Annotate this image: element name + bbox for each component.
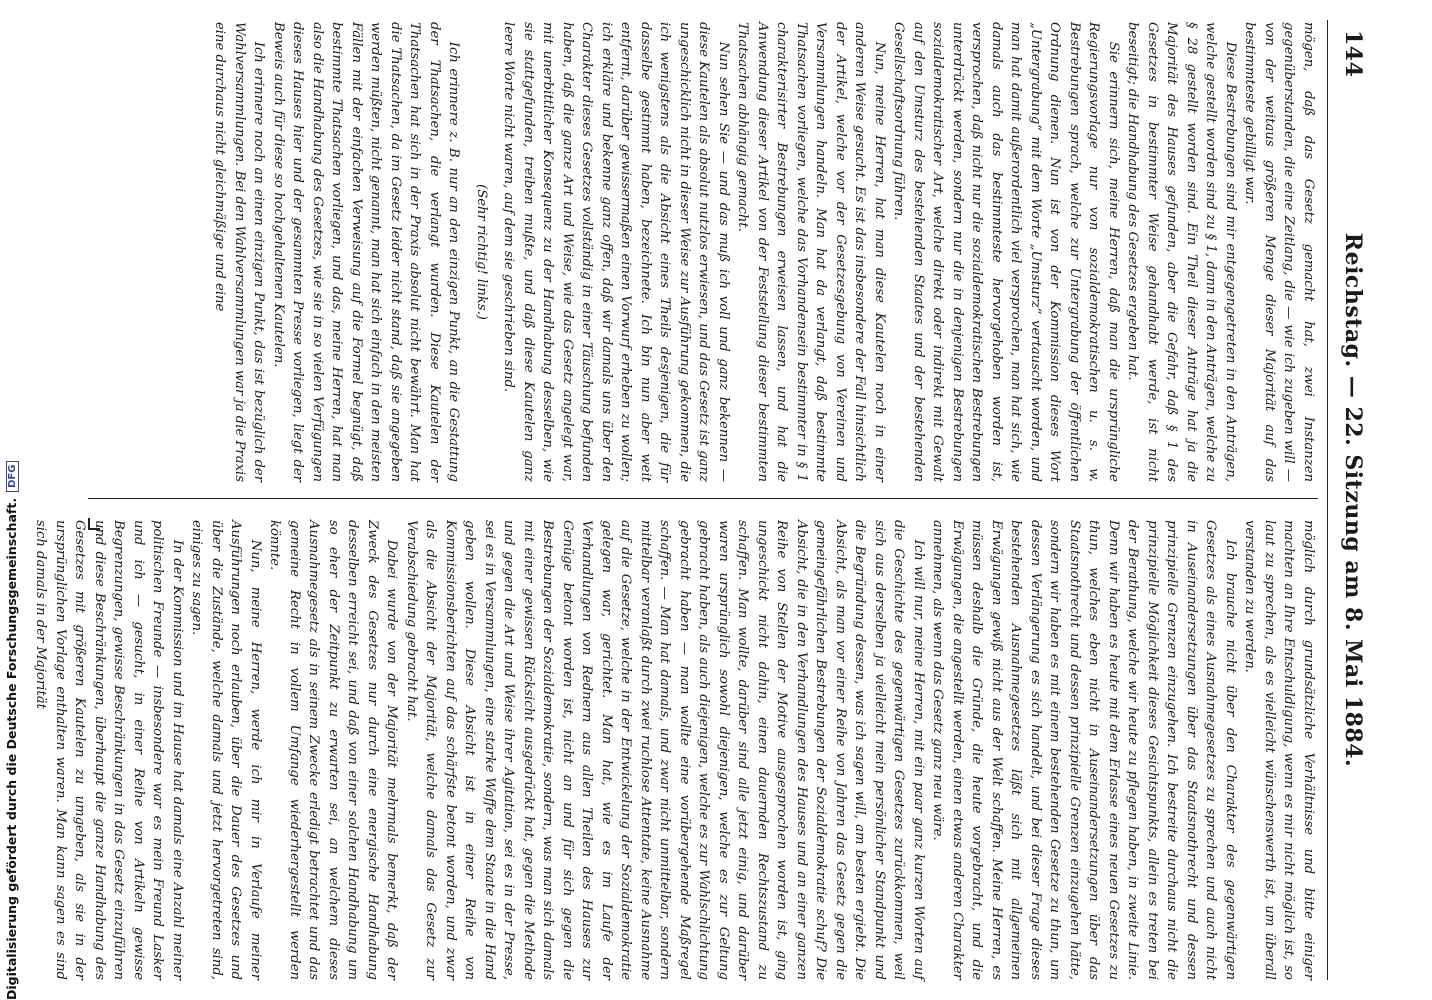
column-rule (88, 498, 1318, 499)
page-header (1332, 30, 1372, 970)
page-number: 144 (1340, 30, 1366, 78)
paragraph: In der Kommission und im Hause hat damals eine Anzahl meiner politischen Freunde — insbesondere war es mein Freund Lasker und ich — gesucht, in einer Reihe von Artikeln gewisse Begrenzungen, gewisse Beschränkungen in das Gesetz einzuführen und diese Beschränkungen, überhaupt die ganze Handhabung des Gesetzes mit größeren Kautelen zu umgeben, als sie in der ursprünglichen Vorlage enthalten waren. Man kann sagen es sind sich damals in der Majorität (33, 520, 185, 980)
paragraph: Nun sehen Sie — und das muß ich voll und ganz bekennen — diese Kautelen als absolut nutzlos erwiesen, und das Gesetz ist ganz ungeschicklich nicht in dieser Weise zur Ausführung gekommen, die ich wenigstens als die Absicht eines Theils desjenigen, die für dasselbe gestimmt haben, bezeichnete. Ich bin nun aber weit entfernt, darüber gewissermaßen einen Vorwurf erheben zu wollen; ich erkläre und bekenne ganz offen, daß wir damals uns über den Charakter dieses Gesetzes vollständig in einer Täuschung befunden haben, daß die ganze Art und Weise, wie das Gesetz angelegt war, mit unerbittlicher Konsequenz zu der Handhabung desselben, wie sie stattgefunden, treiben mußte, und daß diese Kautelen ganz leere Worte nicht waren, auf dem sie geschrieben sind. (501, 22, 731, 482)
paragraph: möglich durch grundsätzliche Verhältnisse und bitte einiger machten an Ihre Entschuldigung, wenn es mir nicht möglich ist, so laut zu sprechen, als es vielleicht wünschenswerth ist, um überall verstanden zu werden. (1242, 520, 1316, 980)
left-column (88, 22, 1318, 482)
interjection: (Sehr richtig! links.) (474, 184, 489, 320)
paragraph: Diese Bestrebungen sind mir entgegengetreten in den Anträgen, welche gestellt worden sind zu § 1, dann in den Anträgen, welche zu § 28 gestellt worden sind. Ein Theil dieser Anträge hat ja die Majorität des Hauses gefunden, aber die Gefahr, daß § 1 des Gesetzes in bestimmter Weise gehandhabt werde, ist nicht beseitigt; die Handhabung des Gesetzes ergeben hat. (1125, 22, 1238, 482)
paragraph: Ich erinnere z. B. nur an den einzigen Punkt, an die Gestattung der Thatsachen, die verlangt wurden. Diese Kautelen der Thatsachen hat sich in der Praxis absolut nicht bewährt. Man hat die Thatsachen, da im Gesetz leider nicht stand, daß sie angegeben werden müßten, nicht genannt, man hat sich einfach in den meisten Fällen mit der einfachen Verweisung auf die Formel begnügt, daß bestimmte Thatsachen vorliegen, und das, meine Herren, hat man also die Handhabung des Gesetzes, wie sie in so vielen Verfügungen dieses Hauses hier und der gesammten Presse vorliegen, liegt der Beweis auch für diese so hochgehaltenen Kautelen. (271, 22, 462, 482)
paragraph: Nun, meine Herren, werde ich mir in Verlaufe meiner Ausführungen noch erlauben, über die Dauer des Gesetzes und über die Zustände, welche damals und jetzt hervorgetreten sind, einiges zu sagen. (189, 520, 263, 980)
page-title: Reichstag. — 22. Sitzung am 8. Mai 1884. (1340, 232, 1366, 768)
paragraph: Ich erinnere noch an einen einzigen Punkt, das ist bezüglich der Wahlversammlungen. Bei den Wahlversammlungen war ja die Praxis eine durchaus nicht gleichmäßige und eine (212, 22, 267, 482)
digitization-credit (4, 461, 19, 1000)
paragraph: Ich will nur, meine Herren, mit ein paar ganz kurzen Worten auf die Geschichte des gegenwärtigen Gesetzes zurückkommen, weil sich aus derselben ja vielleicht mein persönlicher Standpunkt und die Begründung dessen, was ich sagen will, am besten ergiebt. Die Absicht, als man vor einer Reihe von Jahren das Gesetz gegen die gemeingefährlichen Bestrebungen der Sozialdemokratie schuf? Die Absicht, die in den Verhandlungen des Hauses und an einer ganzen Reihe von Stellen der Motive ausgesprochen worden ist, ging ungeschickt nicht dahin, einen dauernden Rechtszustand zu schaffen. Man wollte, darüber sind alle jetzt einig, und darüber waren ursprünglich sowohl diejenigen, welche es zur Geltung gebracht haben, als auch diejenigen, welche es zur Wahlschlichtung gebracht haben — man wollte eine vorübergehende Maßregel schaffen. — Man hat damals, und zwar nicht unmittelbar, sondern mittelbar veranlaßt durch zwei ruchlose Attentate, keine Ausnahme auf die Gesetze, welche in der Entwickelung der Sozialdemokratie gelegen war, gerichtet. Man hat, wie es im Laufe der Verhandlungen von Rednern aus allen Theilen des Hauses zur Genüge betont worden ist, nicht an und für sich gegen die Bestrebungen der Sozialdemokratie, sondern, was man sich damals mit einer gewissen Rücksicht ausgedrückt hat, gegen die Methode und gegen die Art und Weise ihrer Agitation, sei es in der Presse, sei es in Versammlungen, eine starke Waffe dem Staate in die Hand geben wollen. Diese Absicht ist in einer Reihe von Kommissionsberichten auf das schärfste betont worden, und zwar als die Absicht der Majorität, welche damals das Gesetz zur Verabschiedung gebracht hat. (404, 520, 926, 980)
credit-text: Digitalisierung gefördert durch die Deutsche Forschungsgemeinschaft. (4, 497, 19, 1000)
crop-mark (88, 518, 100, 530)
paragraph: Ich brauche nicht über den Charakter des gegenwärtigen Gesetzes als eines Ausnahmegesetzes zu sprechen und auch nicht in Auseinandersetzungen über das Staatsnothrecht und dessen prinzipielle Grenzen einzugehen. Ich bestreite durchaus nicht die prinzipielle Möglichkeit dieses Gesichtspunkts, allein es treten bei der Berathung, welche wir heute zu pflegen haben, in zweite Linie. Denn wir haben es heute mit dem Erlasse eines neuen Gesetzes zu thun, welches eben nicht in Auseinandersetzungen über das Staatsnothrecht und dessen prinzipielle Grenzen einzugehen hätte, sondern wir haben es mit einem bestehenden Gesetze zu thun, um dessen Verlängerung es sich handelt, und bei dieser Frage dieses bestehenden Ausnahmegesetzes läßt sich mit allgemeinen Erwägungen gewiß nicht aus der Welt schaffen. Meine Herren, es müssen deshalb die Gründe, die heute vorgebracht, und die Erwägungen, die angestellt werden, einen etwas anderen Charakter annehmen, als wenn das Gesetz ganz neu wäre. (930, 520, 1238, 980)
right-column (33, 520, 1318, 980)
paragraph: mögen, daß das Gesetz gemacht hat, zwei Instanzen gegenüberstanden, die eine Zeitlang, die — wie ich zugeben will — von der weitaus größeren Menge dieser Majorität auf das bestimmteste gebilligt war. (1242, 22, 1316, 482)
dfg-logo: DFG (6, 461, 19, 492)
scanned-page (33, 0, 1400, 1000)
paragraph: Sie erinnern sich, meine Herren, daß man die ursprüngliche Regierungsvorlage nur von sozialdemokratischen u. s. w. Bestrebungen sprach, welche zur Untergrabung der öffentlichen Ordnung dienen. Nun ist von der Kommission dieses Wort „Untergrabung“ mit dem Worte „Umsturz“ vertauscht worden, und man hat damit außerordentlich viel versprochen, man hat sich, wie damals auch das bestimmteste hervorgehoben worden ist, versprochen, daß nicht nur die sozialdemokratischen Bestrebungen unterdrückt werden, sondern nur die in denjenigen Bestrebungen sozialdemokratischer Art, welche direkt oder indirekt mit Gewalt auf den Umsturz des bestehenden Staates und der bestehenden Gesellschaftsordnung führen. (891, 22, 1121, 482)
paragraph: Dabei wurde von der Majorität mehrmals bemerkt, daß der Zweck des Gesetzes nur durch eine energische Handhabung desselben erreicht sei, und daß von einer solchen Handhabung um so eher der Zeitpunkt zu erwarten sei, an welchem dieses Ausnahmegesetz als in seinem Zwecke erledigt betrachtet und das gemeine Recht in vollem Umfange wiederhergestellt werden könnte. (267, 520, 400, 980)
header-rule (1327, 20, 1328, 980)
paragraph: Nun, meine Herren, hat man diese Kautelen noch in einer anderen Weise gesucht. Es ist das insbesondere der Fall hinsichtlich der Artikel, welche vor der Gesetzesgebung von Vereinen und Versammlungen handeln. Man hat da verlangt, daß bestimmte Thatsachen vorliegen, welche das Vorhandensein bestimmter in § 1 charakterisirter Bestrebungen erweisen lassen, und hat die Anwendung dieser Artikel von der Feststellung dieser bestimmten Thatsachen abhängig gemacht. (735, 22, 887, 482)
